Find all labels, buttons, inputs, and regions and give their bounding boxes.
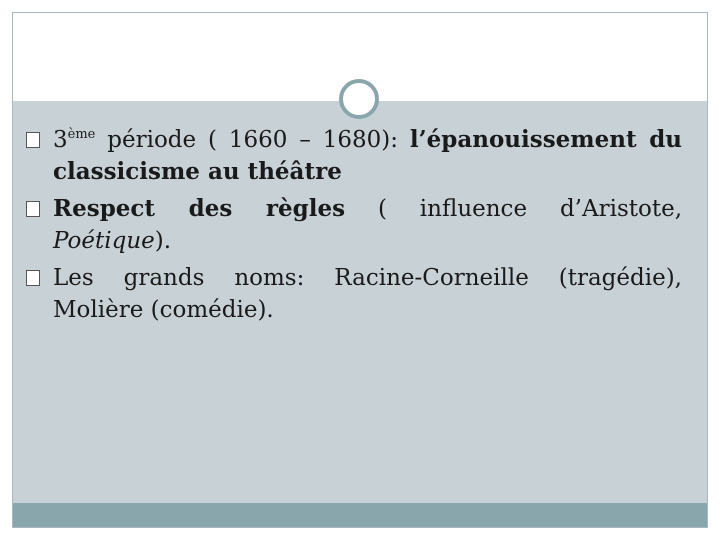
period-superscript: ème: [67, 127, 96, 142]
bullet-item-rules: [26, 193, 682, 257]
period-line-2: classicisme au théâtre: [53, 158, 342, 185]
bullet-box-icon: [26, 270, 40, 286]
bullet-item-period: [26, 124, 682, 188]
period-text: période ( 1660 – 1680):: [95, 127, 410, 153]
names-line-2: Molière (comédie).: [53, 297, 274, 323]
poetique-italic: Poétique: [53, 228, 155, 254]
footer-bar: [13, 503, 707, 527]
slide-content: [26, 124, 682, 331]
rules-text: ( influence d’Aristote,: [345, 196, 682, 222]
bullet-box-icon: [26, 132, 40, 148]
period-bold-text: l’épanouissement du: [409, 126, 683, 153]
bullet-box-icon: [26, 201, 40, 217]
circle-ornament: [339, 79, 379, 119]
rules-line-2: [53, 225, 682, 257]
bullet-line: [53, 124, 682, 156]
names-line-1: Les grands noms: Racine-Corneille (tragédie),: [53, 265, 682, 291]
bullet-line: [53, 193, 682, 225]
rules-bold-text: Respect des règles: [53, 195, 346, 222]
period-number: 3: [53, 127, 68, 153]
poetique-suffix: ).: [154, 228, 172, 254]
bullet-item-names: [26, 262, 682, 326]
